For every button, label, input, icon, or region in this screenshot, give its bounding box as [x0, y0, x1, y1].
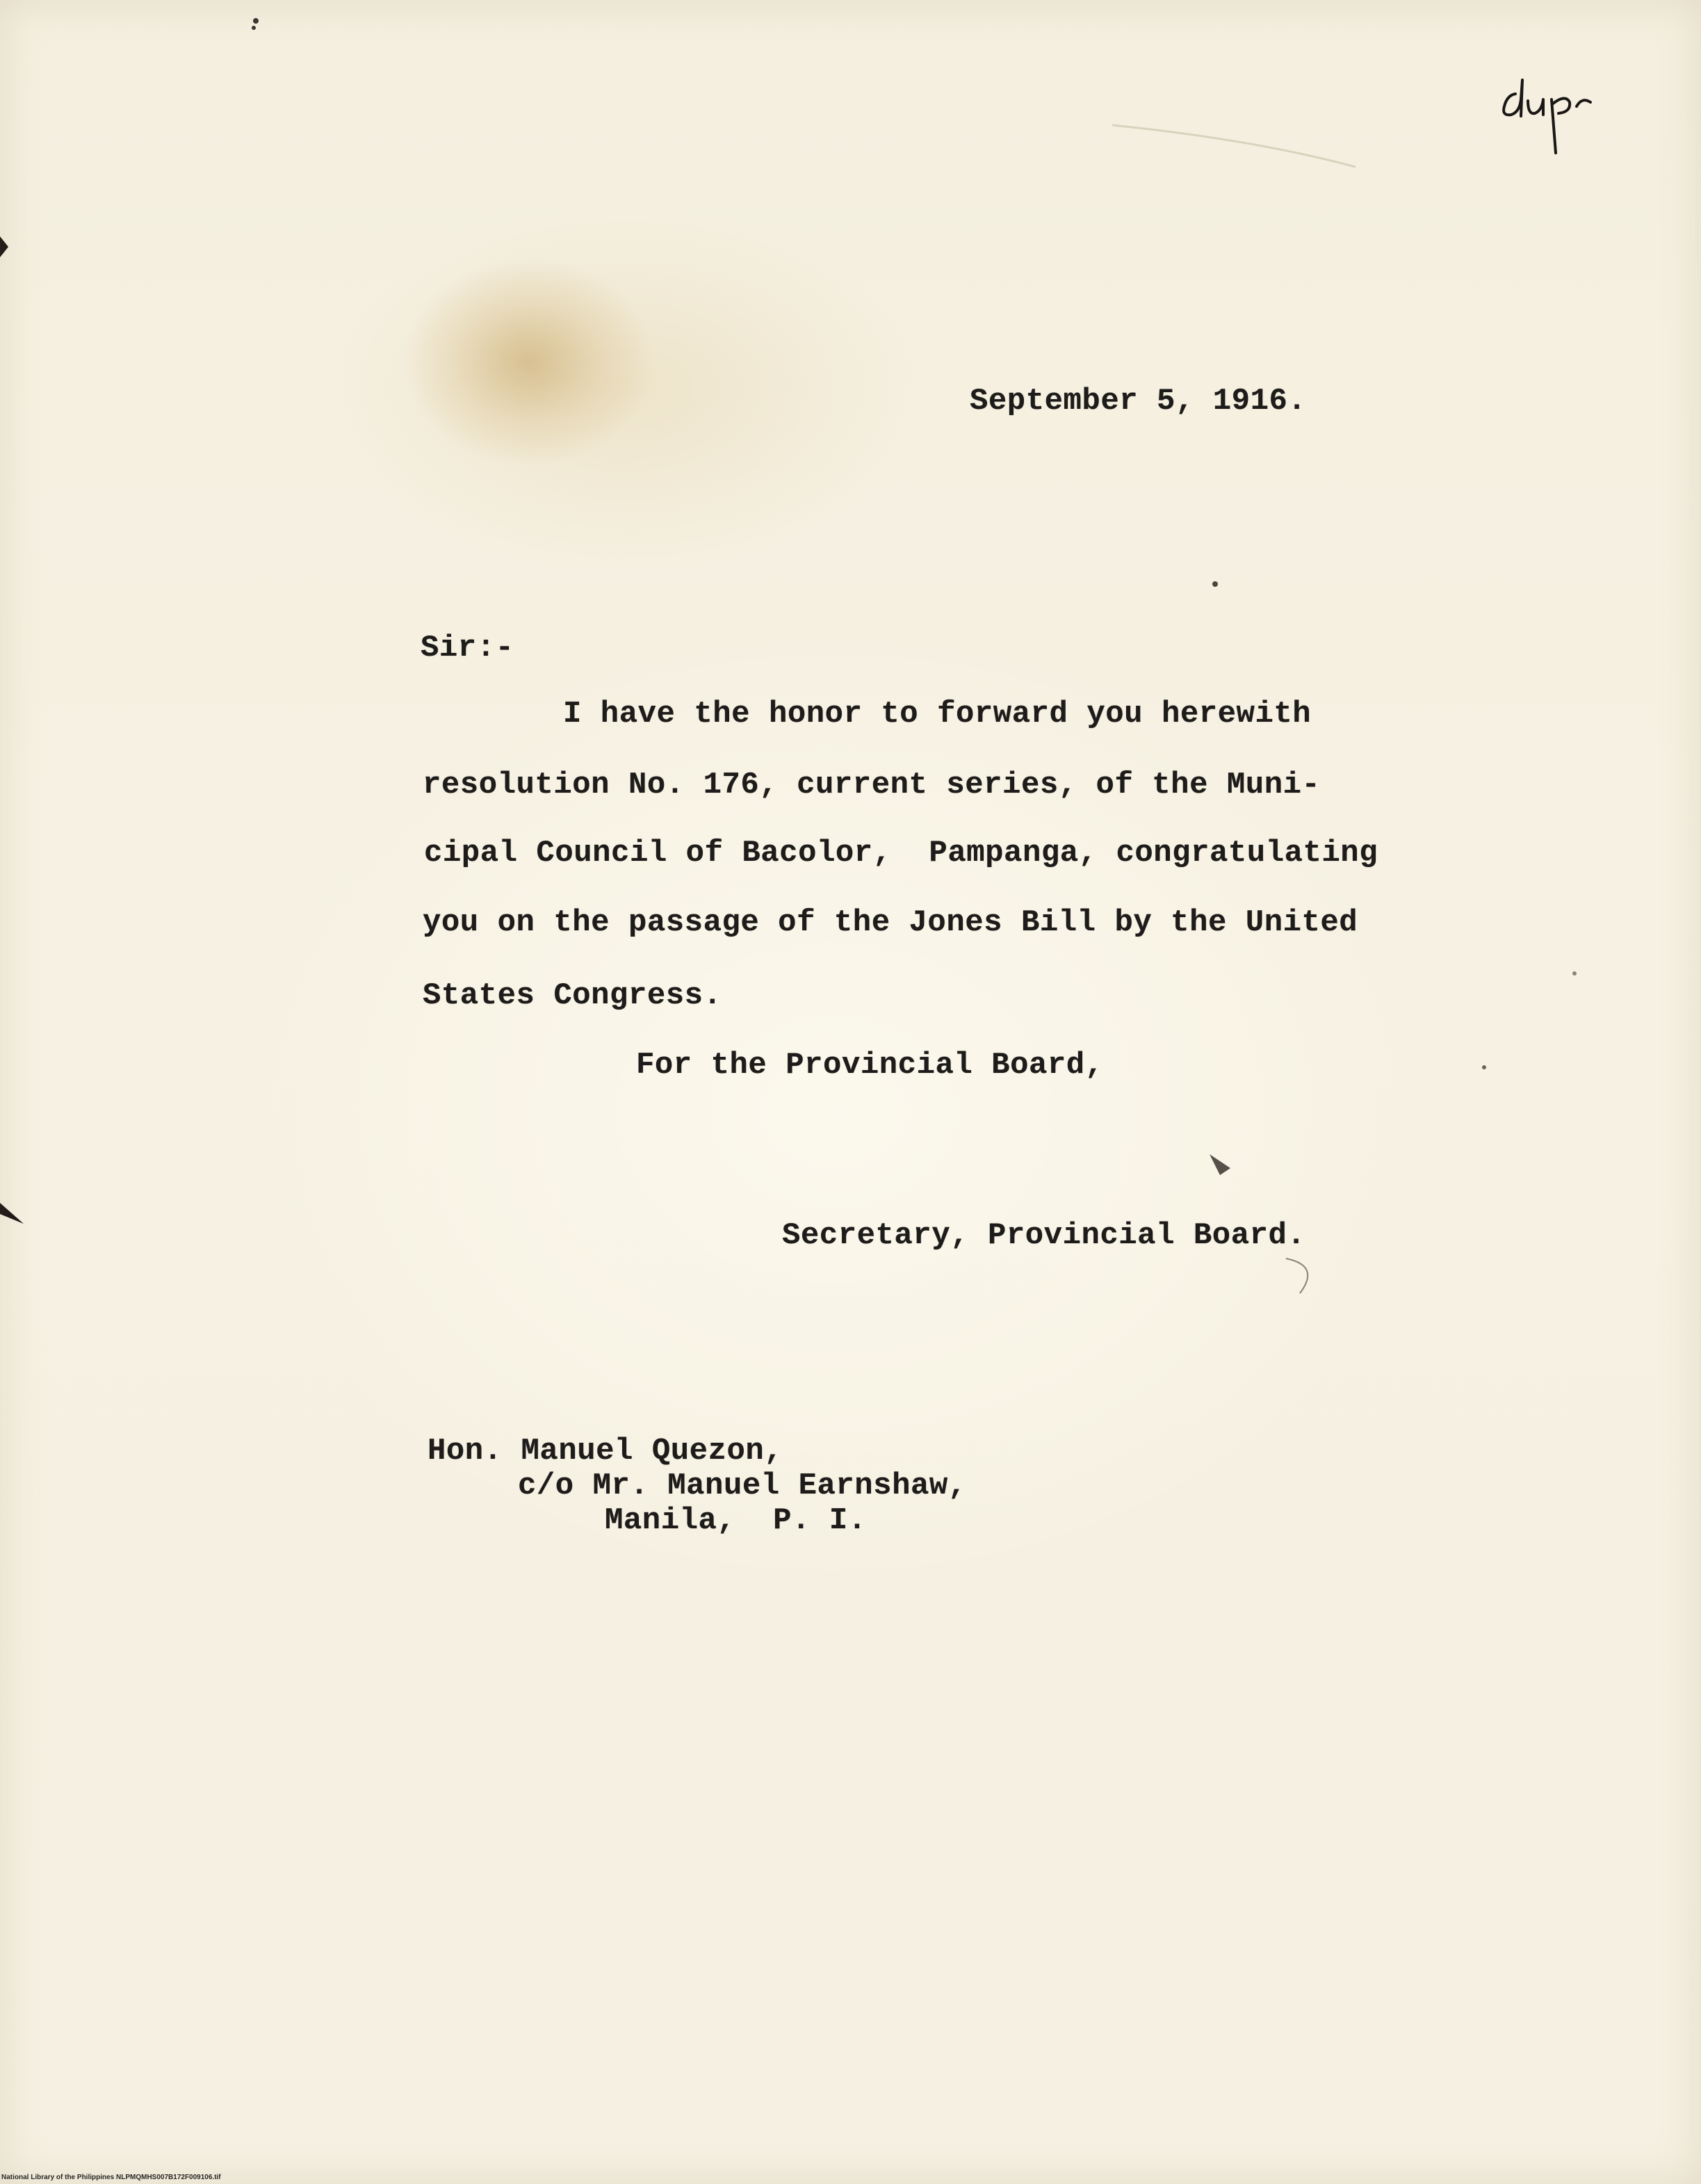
address-line: c/o Mr. Manuel Earnshaw, [518, 1469, 967, 1503]
letter-date: September 5, 1916. [970, 384, 1307, 419]
letter-body-line: you on the passage of the Jones Bill by the United [423, 905, 1358, 940]
letter-body-line: States Congress. [423, 978, 722, 1013]
letter-body-line: I have the honor to forward you herewith [563, 697, 1312, 731]
signature-title: Secretary, Provincial Board. [782, 1218, 1306, 1253]
letter-body-line: resolution No. 176, current series, of the Muni- [423, 768, 1321, 802]
letter-salutation: Sir:- [421, 631, 514, 665]
handwritten-note-text: dup [1488, 66, 1489, 67]
address-line: Manila, P. I. [605, 1503, 867, 1538]
letter-closing: For the Provincial Board, [636, 1048, 1104, 1083]
address-line: Hon. Manuel Quezon, [428, 1434, 783, 1469]
handwritten-dup-note [1488, 66, 1613, 163]
letter-body-line: cipal Council of Bacolor, Pampanga, congratulating [424, 836, 1378, 871]
archive-caption: National Library of the Philippines NLPMQMHS007B172F009106.tif [1, 2174, 221, 2181]
